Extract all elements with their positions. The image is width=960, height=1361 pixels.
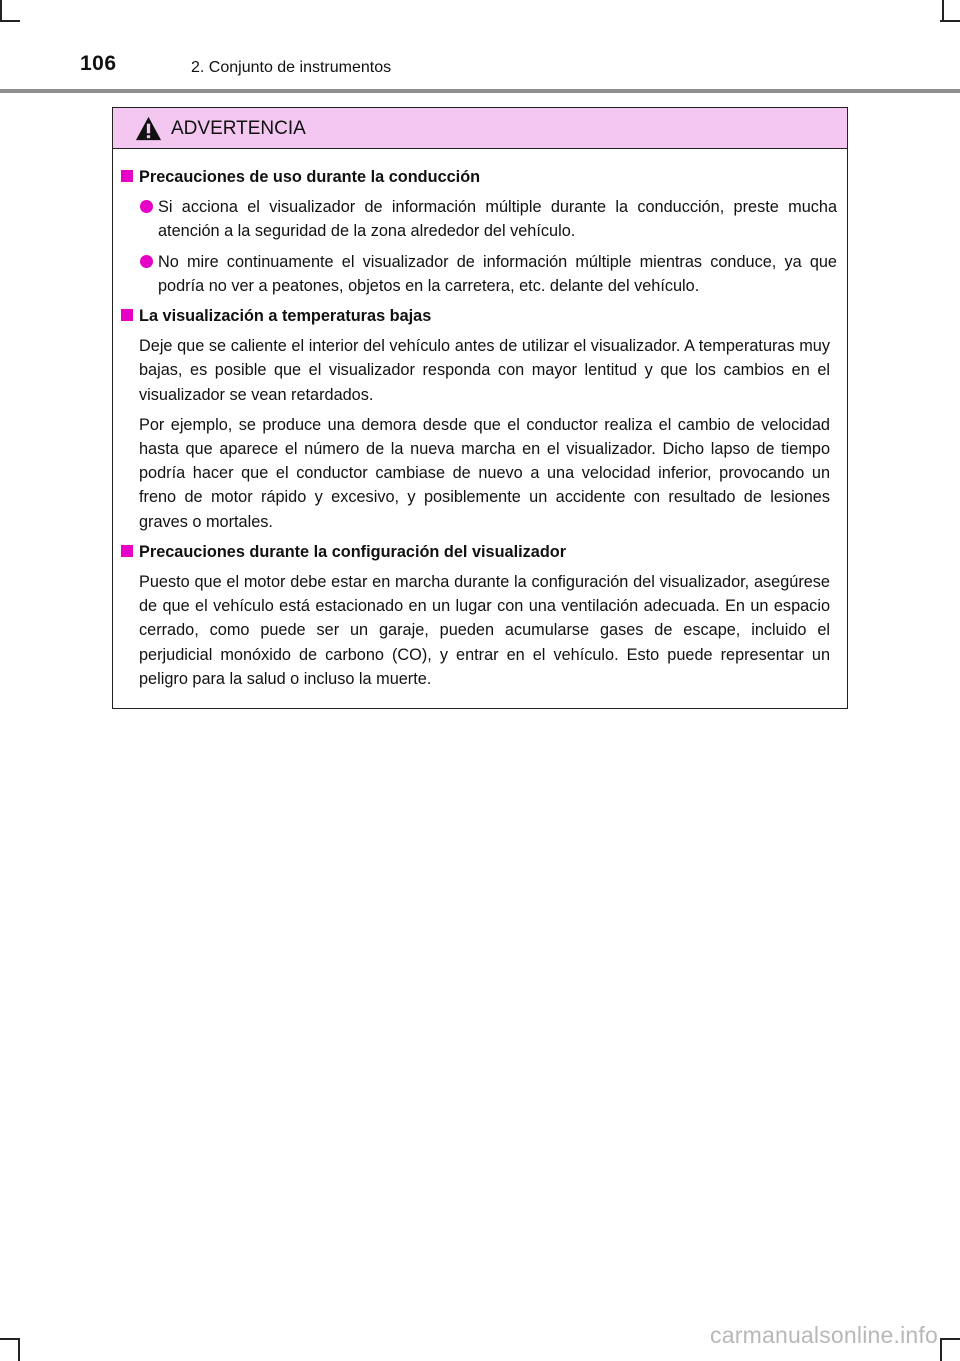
square-bullet-icon	[121, 170, 133, 182]
crop-mark	[940, 1338, 960, 1340]
section-heading: Precauciones de uso durante la conducción	[121, 165, 837, 189]
list-item: Si acciona el visualizador de información múltiple durante la conducción, preste mucha atención a la seguridad de la zona alrededor del vehículo.	[121, 195, 837, 243]
warning-icon	[135, 115, 162, 142]
paragraph: Por ejemplo, se produce una demora desde que el conductor realiza el cambio de velocidad hasta que aparece el número de la nueva marcha en el visualizador. Dicho lapso de tiempo podría hacer que el conductor cambiase de nuevo a una velocidad inferior, provocando un freno de motor rápido y excesivo, y posiblemente un accidente con resultado de lesiones graves o mortales.	[139, 415, 830, 531]
section-heading: Precauciones durante la configuración del visualizador	[121, 540, 837, 564]
crop-mark	[0, 20, 20, 22]
section-title: 2. Conjunto de instrumentos	[191, 59, 392, 76]
crop-mark	[18, 1338, 20, 1361]
list-item: No mire continuamente el visualizador de información múltiple mientras conduce, ya que podría no ver a peatones, objetos en la carretera, etc. delante del vehículo.	[121, 250, 837, 298]
paragraph: Deje que se caliente el interior del vehículo antes de utilizar el visualizador. A temperaturas muy bajas, es posible que el visualizador responda con mayor lentitud y que los cambios en el visualizador se vean retardados.	[139, 337, 830, 404]
warning-box	[112, 107, 848, 709]
crop-mark	[940, 1338, 942, 1361]
warning-header	[113, 108, 847, 149]
paragraph: Puesto que el motor debe estar en marcha durante la configuración del visualizador, asegúrese de que el vehículo está estacionado en un lugar con una ventilación adecuada. En un espacio cerrado, como puede ser un garaje, pueden acumularse gases de escape, incluido el perjudicial monóxido de carbono (CO), y entrar en el vehículo. Esto puede representar un peligro para la salud o incluso la muerte.	[139, 573, 830, 688]
header-divider	[0, 89, 960, 93]
circle-bullet-icon	[140, 200, 153, 213]
warning-content	[113, 149, 847, 691]
crop-mark	[942, 0, 944, 20]
page-header	[80, 52, 920, 92]
warning-title: ADVERTENCIA	[171, 118, 306, 139]
circle-bullet-icon	[140, 255, 153, 268]
crop-mark	[0, 1338, 20, 1340]
section-heading: La visualización a temperaturas bajas	[121, 304, 837, 328]
square-bullet-icon	[121, 545, 133, 557]
watermark: carmanualsonline.info	[710, 1322, 938, 1348]
page-number: 106	[80, 52, 117, 75]
crop-mark	[0, 0, 2, 20]
square-bullet-icon	[121, 309, 133, 321]
crop-mark	[940, 20, 960, 22]
